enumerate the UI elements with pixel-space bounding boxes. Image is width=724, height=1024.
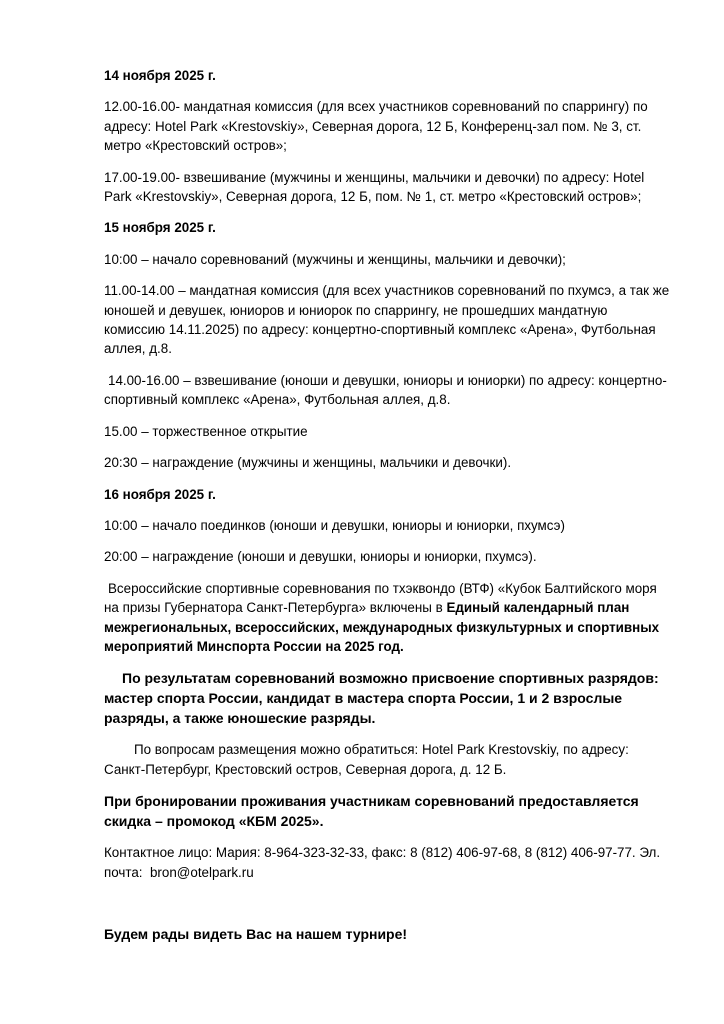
calendar-plan-paragraph <box>104 579 672 657</box>
day3-item-fights: 10:00 – начало поединков (юноши и девушки, юниоры и юниорки, пхумсэ) <box>104 517 565 533</box>
day2-item-opening: 15.00 – торжественное открытие <box>104 423 308 439</box>
closing-line: Будем рады видеть Вас на нашем турнире! <box>104 925 408 942</box>
day1-item-weighing: 17.00-19.00- взвешивание (мужчины и женщины, мальчики и девочки) по адресу: Hotel Park «Krestovskiy», Северная дорога, 12 Б, пом. № 1, ст. метро «Крестовский остров»; <box>104 169 645 205</box>
contact-text: Контактное лицо: Мария: 8-964-323-32-33, факс: 8 (812) 406-97-68, 8 (812) 406-97-77. Эл. почта: <box>104 845 661 880</box>
calendar-plan-bold: Единый календарный план межрегиональных, всероссийских, международных физкультурных и спортивных мероприятий Минспорта России на 2025 год. <box>104 600 660 654</box>
day2-item-weighing: 14.00-16.00 – взвешивание (юноши и девушки, юниоры и юниорки) по адресу: концертно-спортивный комплекс «Арена», Футбольная аллея, д.8. <box>104 372 667 408</box>
day1-heading: 14 ноября 2025 г. <box>104 68 216 83</box>
day2-item-start: 10:00 – начало соревнований (мужчины и женщины, мальчики и девочки); <box>104 251 566 267</box>
accommodation-paragraph: По вопросам размещения можно обратиться: Hotel Park Krestovskiy, по адресу: Санкт-Петербург, Крестовский остров, Северная дорога, д. 12 Б. <box>104 742 629 777</box>
day3-heading: 16 ноября 2025 г. <box>104 486 216 502</box>
discount-paragraph: При бронировании проживания участникам соревнований предоставляется скидка – промокод «КБМ 2025». <box>104 793 639 830</box>
day3-item-awards: 20:00 – награждение (юноши и девушки, юниоры и юниорки, пхумсэ). <box>104 549 537 565</box>
day2-item-mandate: 11.00-14.00 – мандатная комиссия (для всех участников соревнований по пхумсэ, а так же юношей и девушек, юниоров и юниорок по спаррингу, не прошедших мандатную комиссию 14.11.2025) по адресу: концертно-спортивный комплекс «Арена», Футбольная аллея, д.8. <box>104 283 670 357</box>
ranks-paragraph: По результатам соревнований возможно присвоение спортивных разрядов: мастер спорта России, кандидат в мастера спорта России, 1 и 2 взрослые разряды, а также юношеские разряды. <box>104 670 659 727</box>
day1-item-mandate: 12.00-16.00- мандатная комиссия (для всех участников соревнований по спаррингу) по адресу: Hotel Park «Krestovskiy», Северная дорога, 12 Б, Конференц-зал пом. № 3, ст. метро «Крестовский остров»; <box>104 99 648 154</box>
day2-item-awards: 20:30 – награждение (мужчины и женщины, мальчики и девочки). <box>104 455 512 471</box>
calendar-plan-text: Всероссийские спортивные соревнования по тхэквондо (ВТФ) «Кубок Балтийского моря на призы Губернатора Санкт-Петербурга» включены в <box>104 580 657 616</box>
contact-paragraph <box>104 843 672 882</box>
contact-email[interactable]: bron@otelpark.ru <box>149 864 254 880</box>
document-body <box>104 66 672 944</box>
day2-heading: 15 ноября 2025 г. <box>104 220 216 236</box>
